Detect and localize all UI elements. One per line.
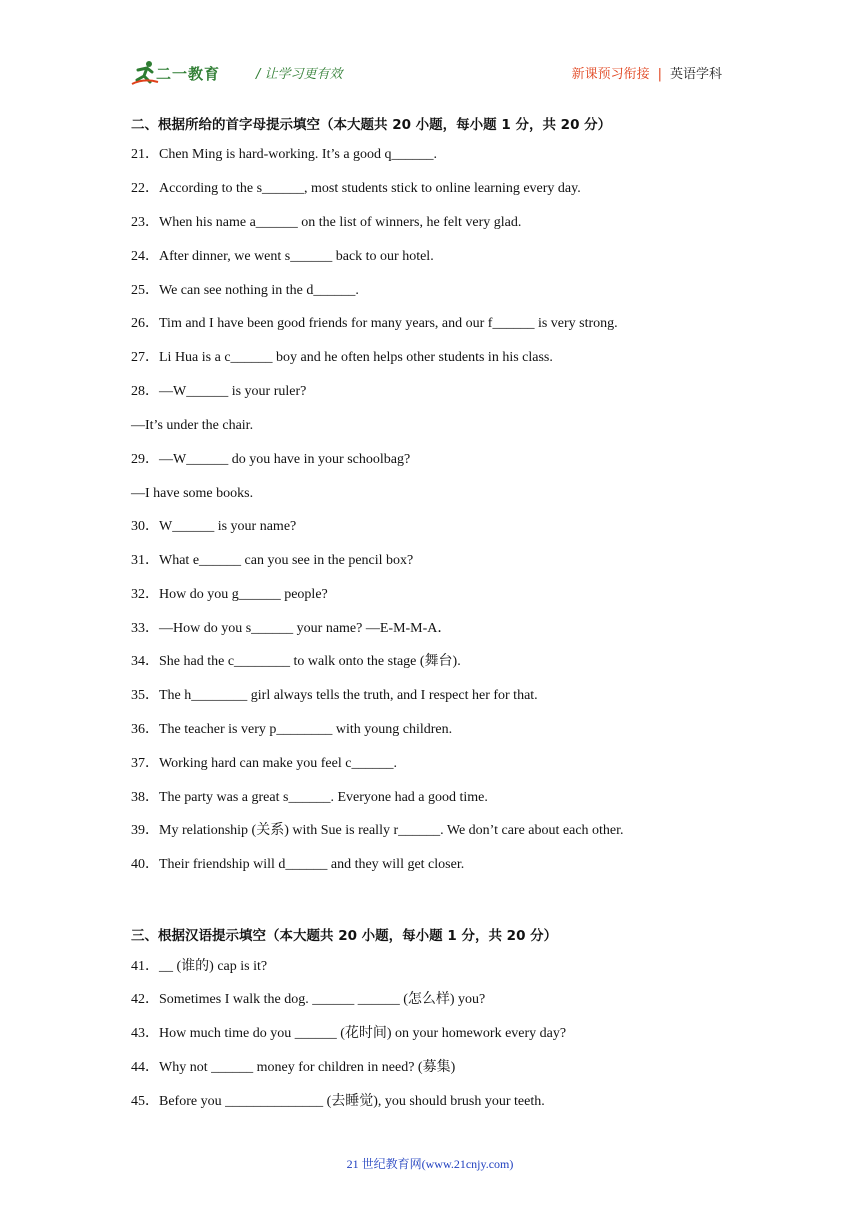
question-line: 29．—W______ do you have in your schoolbag? <box>131 452 411 467</box>
question-line: 30．W______ is your name? <box>131 519 297 534</box>
question-line: 27．Li Hua is a c______ boy and he often helps other students in his class. <box>131 350 553 365</box>
question-line: 38．The party was a great s______. Everyone had a good time. <box>131 790 488 805</box>
question-line: 37．Working hard can make you feel c______. <box>131 756 397 771</box>
question-line: 23．When his name a______ on the list of winners, he felt very glad. <box>131 215 522 230</box>
question-line: 40．Their friendship will d______ and they will get closer. <box>131 857 465 872</box>
question-line: 32．How do you g______ people? <box>131 587 328 602</box>
question-line: 26．Tim and I have been good friends for many years, and our f______ is very strong. <box>131 316 618 331</box>
question-line: 24．After dinner, we went s______ back to our hotel. <box>131 249 434 264</box>
question-line: 35．The h________ girl always tells the truth, and I respect her for that. <box>131 688 538 703</box>
answer-line: —I have some books. <box>131 486 254 501</box>
question-line: 39．My relationship (关系) with Sue is really r______. We don’t care about each other. <box>131 823 624 838</box>
page-header <box>130 58 730 88</box>
question-line: 44．Why not ______ money for children in need? (募集) <box>131 1060 456 1075</box>
question-line: 31．What e______ can you see in the pencil box? <box>131 553 414 568</box>
logo-text: 二一教育 <box>156 65 221 83</box>
section2-title: 二、根据所给的首字母提示填空（本大题共 20 小题，每小题 1 分，共 20 分） <box>131 117 612 133</box>
question-line: 41．__ (谁的) cap is it? <box>131 959 268 974</box>
question-line: 42．Sometimes I walk the dog. ______ ______ (怎么样) you? <box>131 992 486 1007</box>
header-subject <box>572 63 722 82</box>
header-separator: | <box>657 67 662 82</box>
question-line: 25．We can see nothing in the d______. <box>131 283 359 298</box>
subject-label: 英语学科 <box>669 67 722 82</box>
slogan: / 让学习更有效 <box>256 67 343 82</box>
question-line: 34．She had the c________ to walk onto the stage (舞台). <box>131 654 461 669</box>
question-line: 36．The teacher is very p________ with young children. <box>131 722 453 737</box>
page-footer: 21 世纪教育网(www.21cnjy.com) <box>346 1157 514 1171</box>
question-line: 45．Before you ______________ (去睡觉), you should brush your teeth. <box>131 1094 545 1109</box>
course-label: 新课预习衔接 <box>571 67 650 82</box>
question-line: 43．How much time do you ______ (花时间) on your homework every day? <box>131 1026 567 1041</box>
question-line: 33．—How do you s______ your name? —E-M-M-A． <box>131 621 452 636</box>
question-line: 21．Chen Ming is hard-working. It’s a good q______. <box>131 147 438 162</box>
section3-title: 三、根据汉语提示填空（本大题共 20 小题，每小题 1 分，共 20 分） <box>131 928 558 944</box>
answer-line: —It’s under the chair. <box>131 418 254 433</box>
question-line: 22．According to the s______, most students stick to online learning every day. <box>131 181 581 196</box>
question-line: 28．—W______ is your ruler? <box>131 384 307 399</box>
logo <box>130 58 242 88</box>
